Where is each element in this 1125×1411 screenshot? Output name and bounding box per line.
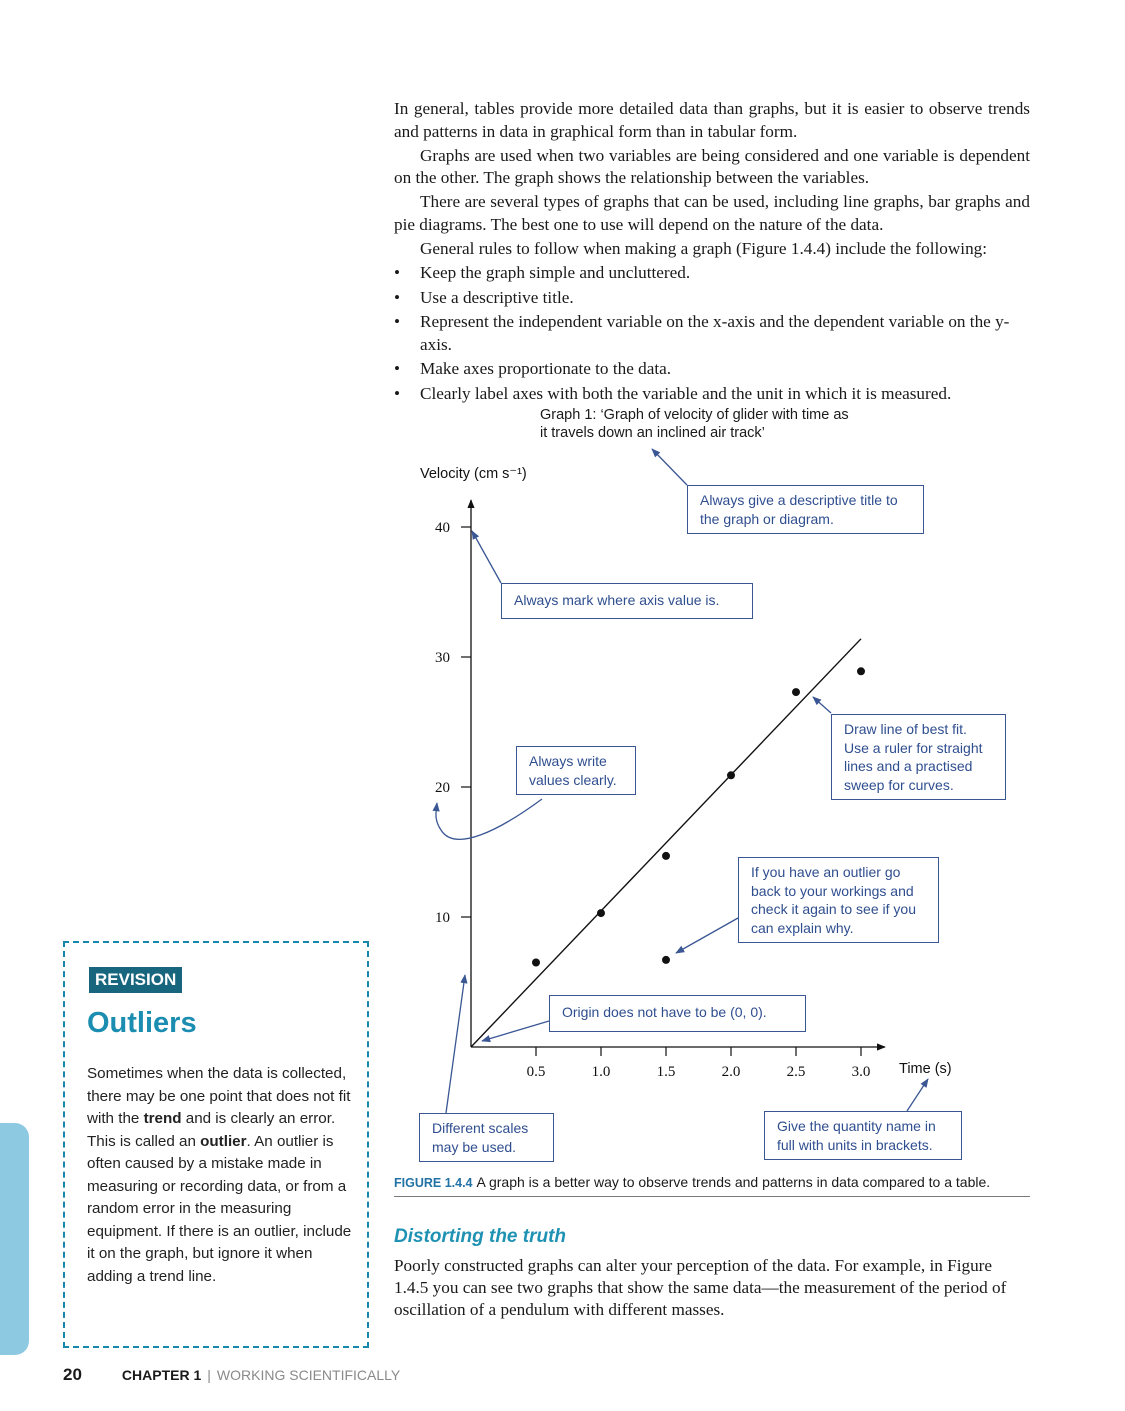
revision-term-trend: trend — [143, 1110, 182, 1127]
revision-text: . An outlier is often caused by a mistake made in measuring or recording data, or from a random error in the measuring equipment. If there is an outlier, include it on the graph, but ignore it when adding a trend line. — [87, 1132, 352, 1285]
rule-item: • Clearly label axes with both the variable and the unit in which it is measured. — [394, 383, 1030, 406]
y-tick-label: 10 — [435, 910, 450, 926]
page-number: 20 — [63, 1365, 82, 1384]
axis-value-leader-arrow — [472, 531, 501, 583]
annotation-values-note: Always write values clearly. — [516, 746, 636, 795]
section-body: Poorly constructed graphs can alter your perception of the data. For example, in Figure 1.4.5 you can see two graphs that show the same data—the measurement of the period of oscillation of a pendulum with different masses. — [394, 1256, 1007, 1319]
x-tick-label: 0.5 — [526, 1064, 546, 1080]
side-tab — [0, 1123, 29, 1355]
y-tick-label: 40 — [435, 520, 450, 536]
data-point — [792, 688, 800, 696]
section-heading: Distorting the truth — [394, 1226, 567, 1247]
revision-box — [63, 941, 369, 1348]
graph-title-line-1: Graph 1: ‘Graph of velocity of glider with time as — [540, 407, 849, 423]
annotation-outlier-note: If you have an outlier go back to your workings and check it again to see if you can explain why. — [738, 857, 939, 943]
outlier-leader-arrow — [676, 918, 738, 953]
rule-item: • Keep the graph simple and uncluttered. — [394, 262, 1030, 285]
figure-caption — [394, 1174, 1030, 1197]
y-tick-label: 30 — [435, 650, 450, 666]
data-point — [597, 909, 605, 917]
data-point — [727, 771, 735, 779]
chapter-title: WORKING SCIENTIFICALLY — [216, 1367, 401, 1383]
revision-badge: REVISION — [89, 967, 182, 993]
annotation-title-note: Always give a descriptive title to the graph or diagram. — [687, 485, 924, 534]
revision-term-outlier: outlier — [200, 1132, 247, 1150]
chapter-label: CHAPTER 1 — [121, 1367, 202, 1383]
footer-separator: | — [207, 1367, 211, 1383]
intro-paragraph-4: General rules to follow when making a graph (Figure 1.4.4) include the following: — [420, 238, 988, 258]
graph-title — [540, 406, 849, 442]
intro-paragraph-1: In general, tables provide more detailed data than graphs, but it is easier to observe trends and patterns in data in graphical form than in tabular form. — [394, 99, 1030, 141]
revision-text: and is clearly an error. This is called an — [87, 1110, 336, 1150]
intro-paragraph-3: There are several types of graphs that can be used, including line graphs, bar graphs and pie diagrams. The best one to use will depend on the nature of the data. — [394, 192, 1030, 234]
x-axis-label: Time (s) — [899, 1061, 952, 1077]
values-leader-arrow — [436, 799, 542, 839]
rule-item: • Represent the independent variable on the x-axis and the dependent variable on the y-axis. — [394, 311, 1030, 356]
figure-label: FIGURE 1.4.4 — [394, 1176, 473, 1190]
revision-body — [87, 1063, 359, 1288]
y-tick-label: 20 — [435, 780, 450, 796]
annotation-axis-value-note: Always mark where axis value is. — [501, 583, 753, 619]
quantity-leader-arrow — [907, 1079, 928, 1111]
revision-text: Sometimes when the data is collected, there may be one point that does not fit with the — [87, 1065, 351, 1127]
annotation-origin-note: Origin does not have to be (0, 0). — [549, 995, 806, 1032]
trend-line — [471, 639, 861, 1047]
x-tick-label: 3.0 — [851, 1064, 871, 1080]
annotation-best-fit-note: Draw line of best fit. Use a ruler for straight lines and a practised sweep for curves. — [831, 714, 1006, 800]
x-tick-label: 2.0 — [721, 1064, 741, 1080]
scales-leader-arrow — [446, 975, 465, 1113]
rule-item: • Make axes proportionate to the data. — [394, 358, 1030, 381]
title-leader-arrow — [652, 449, 687, 485]
graph-title-line-2: it travels down an inclined air track’ — [540, 425, 765, 441]
x-tick-label: 2.5 — [786, 1064, 806, 1080]
data-point — [662, 956, 670, 964]
figure-caption-text: A graph is a better way to observe trends and patterns in data compared to a table. — [476, 1174, 991, 1190]
intro-paragraph-2: Graphs are used when two variables are being considered and one variable is dependent on the other. The graph shows the relationship between the variables. — [394, 145, 1030, 187]
best-fit-leader-arrow — [813, 697, 831, 713]
data-point — [532, 959, 540, 967]
x-tick-label: 1.5 — [656, 1064, 676, 1080]
data-point — [662, 852, 670, 860]
page-footer — [63, 1365, 400, 1385]
x-tick-label: 1.0 — [591, 1064, 611, 1080]
data-point — [857, 667, 865, 675]
annotation-scales-note: Different scales may be used. — [419, 1113, 554, 1162]
y-axis-label: Velocity (cm s⁻¹) — [420, 466, 527, 482]
revision-title: Outliers — [87, 1007, 197, 1039]
rule-item: • Use a descriptive title. — [394, 287, 1030, 310]
annotation-quantity-note: Give the quantity name in full with units in brackets. — [764, 1111, 962, 1160]
